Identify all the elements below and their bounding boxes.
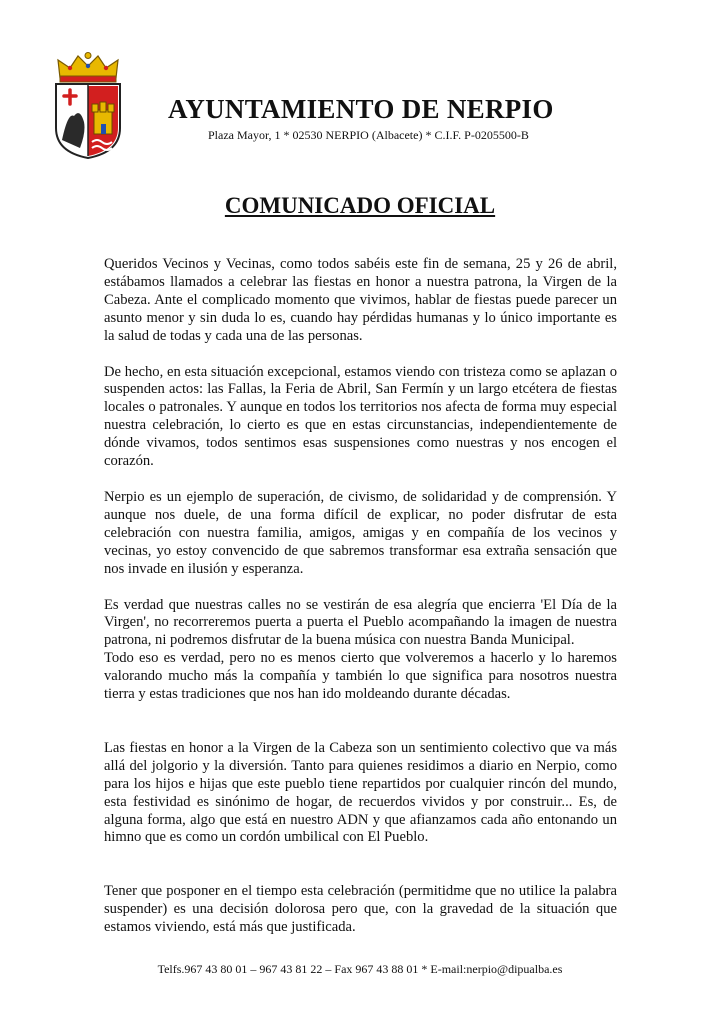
paragraph: Todo eso es verdad, pero no es menos cierto que volveremos a hacerlo y lo haremos valorando mucho más la compañía y también lo que significa para nosotros nuestra tierra y estas tradiciones que nos han ido moldeando durante décadas. [104,650,617,703]
footer-contact: Telfs.967 43 80 01 – 967 43 81 22 – Fax 967 43 88 01 * E-mail:nerpio@dipualba.es [157,962,563,976]
document-title: COMUNICADO OFICIAL [224,193,496,218]
paragraph: De hecho, en esta situación excepcional, estamos viendo con tristeza como se aplazan o suspenden actos: las Fallas, la Feria de Abril, San Fermín y un largo etcétera de fiestas locales o patronales. Y aunque en todos los territorios nos afecta de forma muy especial nuestra celebración, lo cierto es que en estas circunstancias, independientemente de dónde vivamos, todos sentimos esas suspensiones como nuestras y nos encogen el corazón. [104,363,617,470]
organization-name: AYUNTAMIENTO DE NERPIO [168,94,554,124]
municipal-coat-of-arms-icon [50,52,126,160]
paragraph: Las fiestas en honor a la Virgen de la Cabeza son un sentimiento colectivo que va más allá del jolgorio y la diversión. Tanto para quienes residimos a diario en Nerpio, como para los hijos e hijas que este pueblo tiene repartidos por cualquier rincón del mundo, esta festividad es sinónimo de hogar, de recuerdos vividos y por construir... Es, de alguna forma, algo que está en nuestro ADN y que afianzamos cada año entonando un himno que es como un cordón umbilical con El Pueblo. [104,739,617,846]
paragraph: Nerpio es un ejemplo de superación, de civismo, de solidaridad y de comprensión. Y aunque nos duele, de una forma difícil de explicar, no poder disfrutar de esta celebración con nuestra familia, amigos, amigas y en compañía de los vecinos y vecinas, yo estoy convencido de que sabremos transformar esa extraña sensación que nos invade en ilusión y esperanza. [104,488,617,577]
coat-of-arms-graphic [50,52,126,160]
paragraph: Queridos Vecinos y Vecinas, como todos sabéis este fin de semana, 25 y 26 de abril, estábamos llamados a celebrar las fiestas en honor a nuestra patrona, la Virgen de la Cabeza. Ante el complicado momento que vivimos, hablar de fiestas puede parecer un asunto menor y sin duda lo es, cuando hay pérdidas humanas y lo único importante es la salud de todas y cada una de las personas. [104,256,617,344]
document-body [104,256,617,937]
paragraph: Es verdad que nuestras calles no se vestirán de esa alegría que encierra 'El Día de la Virgen', no recorreremos puerta a puerta el Pueblo acompañando la imagen de nuestra patrona, ni podremos disfrutar de la buena música con nuestra Banda Municipal. [104,596,617,649]
organization-address: Plaza Mayor, 1 * 02530 NERPIO (Albacete) * C.I.F. P-0205500-B [208,128,529,142]
paragraph: Tener que posponer en el tiempo esta celebración (permitidme que no utilice la palabra suspender) es una decisión dolorosa pero que, con la gravedad de la situación que estamos viviendo, está más que justificada. [104,883,617,936]
